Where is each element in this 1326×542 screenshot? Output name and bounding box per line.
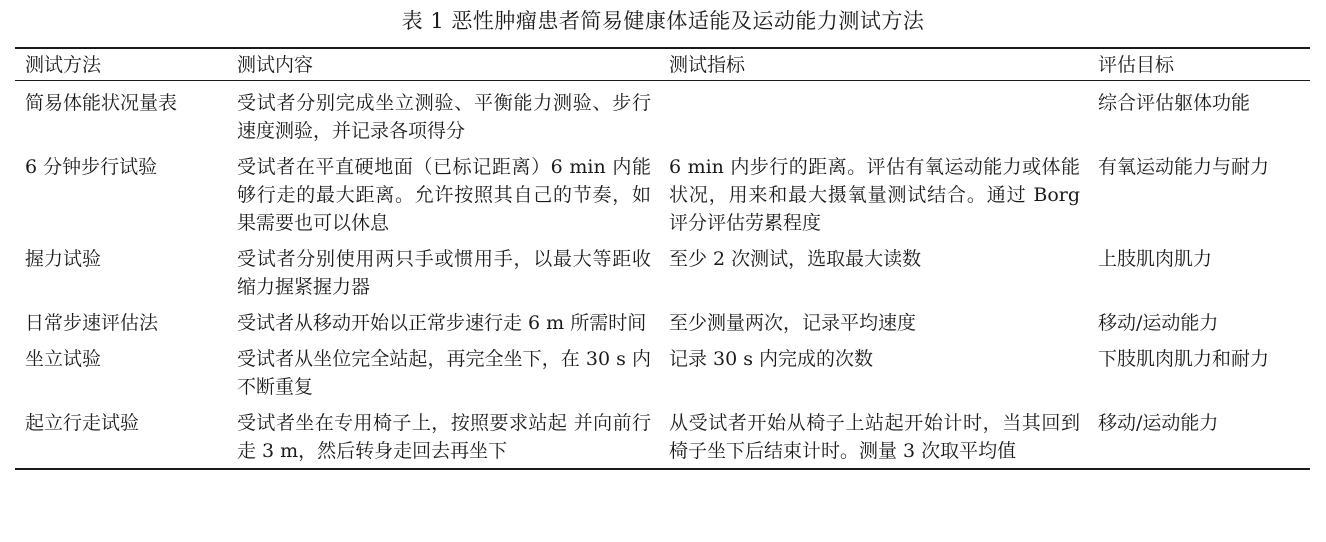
- table-caption: 表 1 恶性肿瘤患者简易健康体适能及运动能力测试方法: [401, 9, 925, 33]
- header-test-content: 测试内容: [237, 53, 314, 76]
- cell-test-method: 握力试验: [25, 248, 102, 270]
- header-test-indicator: 测试指标: [669, 53, 746, 76]
- cell-test-content: 受试者从移动开始以正常步速行走 6 m 所需时间: [237, 312, 647, 334]
- cell-test-method: 6 分钟步行试验: [25, 156, 158, 178]
- table-row: [15, 340, 1310, 404]
- cell-test-method: 简易体能状况量表: [25, 92, 178, 114]
- cell-assessment-goal: 移动/运动能力: [1098, 412, 1219, 434]
- cell-test-content: 受试者在平直硬地面（已标记距离）6 min 内能够行走的最大距离。允许按照其自己的节奏，如果需要也可以休息: [237, 156, 651, 234]
- cell-assessment-goal: 有氧运动能力与耐力: [1098, 156, 1270, 178]
- cell-test-method: 日常步速评估法: [25, 312, 159, 334]
- cell-test-indicator: 至少测量两次，记录平均速度: [669, 312, 917, 334]
- table-row: [15, 240, 1310, 304]
- cell-test-method: 坐立试验: [25, 348, 102, 370]
- table-row: [15, 81, 1310, 149]
- cell-assessment-goal: 上肢肌肉肌力: [1098, 248, 1213, 270]
- header-test-method: 测试方法: [25, 53, 102, 76]
- cell-assessment-goal: 移动/运动能力: [1098, 312, 1219, 334]
- cell-test-content: 受试者从坐位完全站起，再完全坐下，在 30 s 内不断重复: [237, 348, 651, 398]
- cell-test-indicator: [659, 81, 1088, 149]
- cell-test-method: 起立行走试验: [25, 412, 140, 434]
- table-row: [15, 148, 1310, 240]
- cell-test-indicator: 6 min 内步行的距离。评估有氧运动能力或体能状况，用来和最大摄氧量测试结合。通过 Borg 评分评估劳累程度: [669, 156, 1080, 234]
- cell-test-content: 受试者坐在专用椅子上，按照要求站起 并向前行走 3 m，然后转身走回去再坐下: [237, 412, 651, 462]
- cell-test-content: 受试者分别完成坐立测验、平衡能力测验、步行速度测验，并记录各项得分: [237, 92, 651, 142]
- table-row: [15, 304, 1310, 340]
- cell-test-indicator: 记录 30 s 内完成的次数: [669, 348, 874, 370]
- cell-test-content: 受试者分别使用两只手或惯用手，以最大等距收缩力握紧握力器: [237, 248, 651, 298]
- table-header-row: [15, 48, 1310, 81]
- cell-assessment-goal: 下肢肌肉肌力和耐力: [1098, 348, 1270, 370]
- header-assessment-goal: 评估目标: [1098, 53, 1175, 76]
- cell-test-indicator: 至少 2 次测试，选取最大读数: [669, 248, 922, 270]
- cell-assessment-goal: 综合评估躯体功能: [1098, 92, 1251, 114]
- cell-test-indicator: 从受试者开始从椅子上站起开始计时，当其回到椅子坐下后结束计时。测量 3 次取平均值: [669, 412, 1080, 462]
- test-methods-table: [15, 47, 1310, 470]
- table-row: [15, 404, 1310, 469]
